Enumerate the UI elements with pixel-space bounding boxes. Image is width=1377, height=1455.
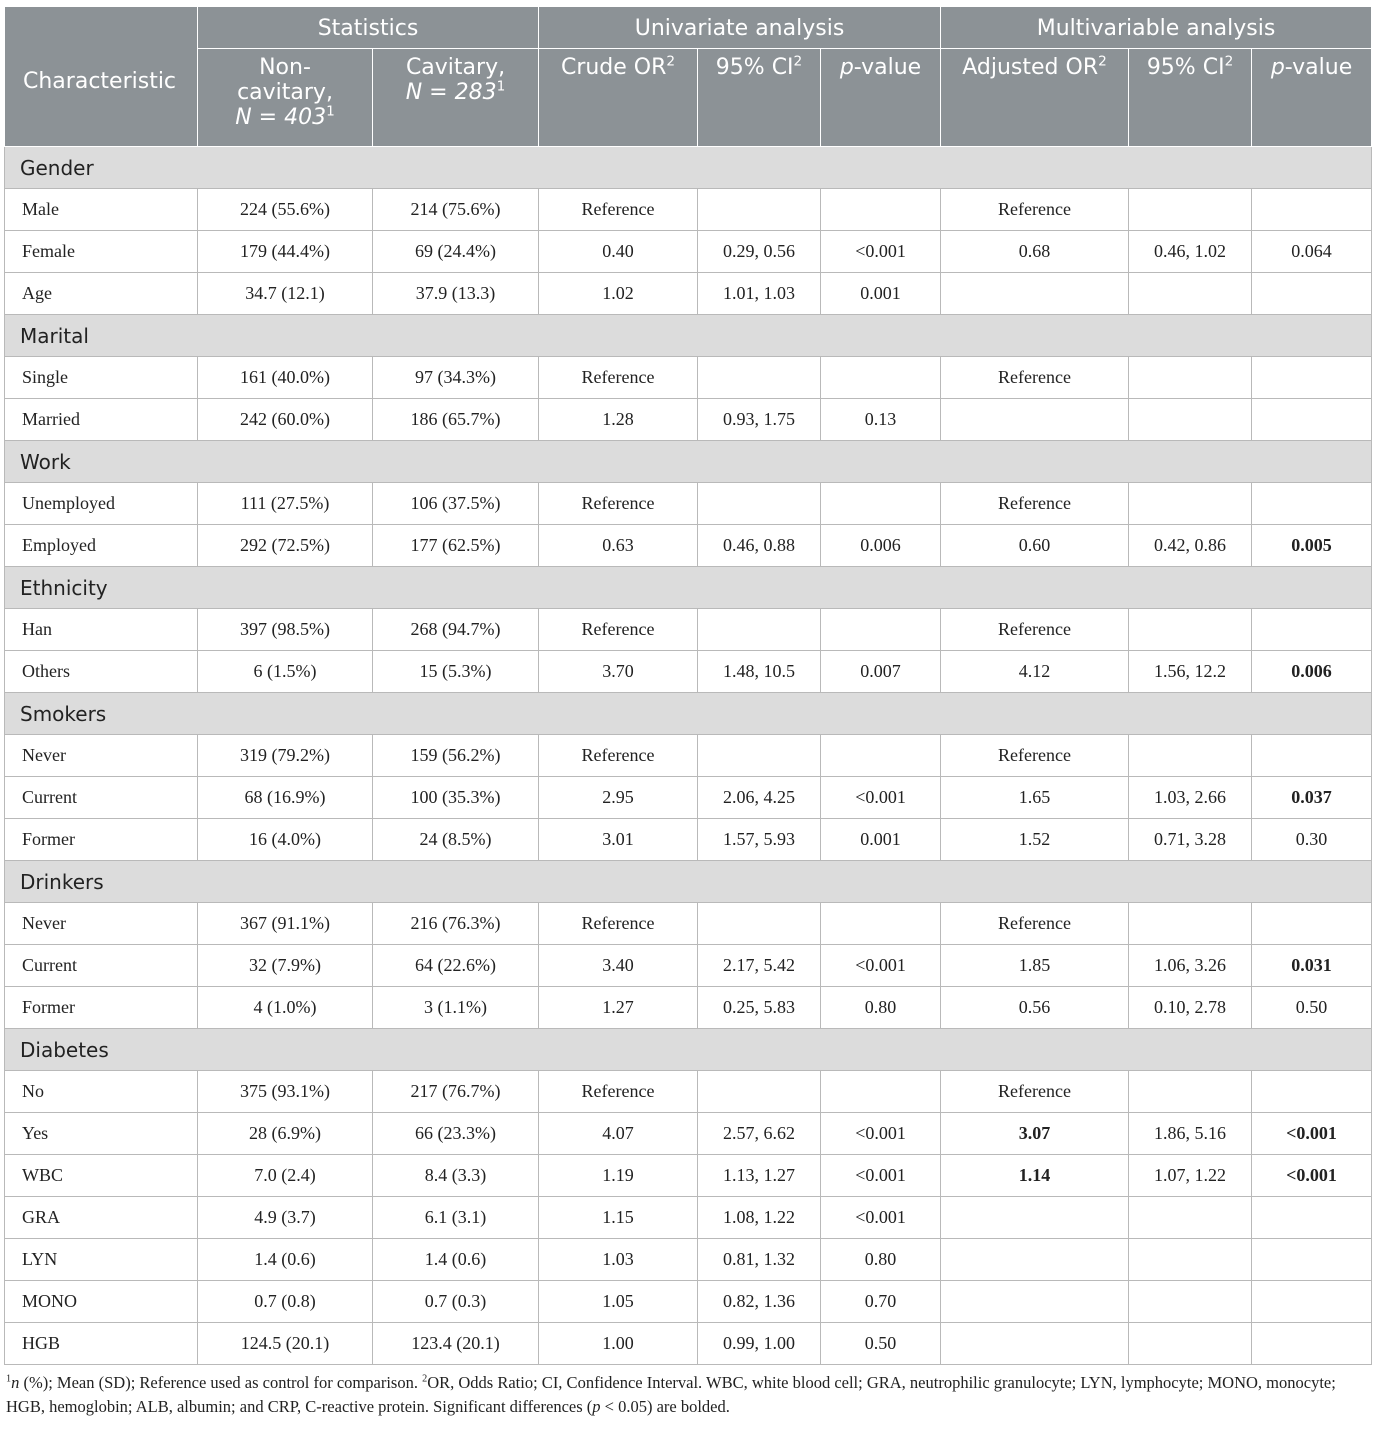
table-footnote: $^1$n (%); Mean (SD); Reference used as control for comparison. $^2$OR, Odds Ratio; CI, Confidence Interval. WBC, white blood cell; GRA, neutrophilic granulocyte; LYN, lymphocyte; MONO, monocyte; HGB, hemoglobin; ALB, albumin; and CRP, C-reactive protein. Significant differences (p < 0.05) are bolded.: [6, 1373, 1336, 1416]
table-cell: <0.001: [821, 231, 941, 273]
table-cell: 106 (37.5%): [373, 483, 539, 525]
pvalue-header-multivariable: p-value: [1252, 49, 1372, 147]
table-cell: [1252, 399, 1372, 441]
adjusted-or-header: Adjusted $OR^2$: [941, 49, 1129, 147]
group-label: Diabetes: [5, 1029, 1372, 1071]
table-cell: 4.9 (3.7): [198, 1197, 373, 1239]
table-cell: [1252, 189, 1372, 231]
table-cell: 2.57, 6.62: [698, 1113, 821, 1155]
table-row: [5, 1197, 1372, 1239]
table-cell: 0.50: [1252, 987, 1372, 1029]
row-label: GRA: [5, 1197, 198, 1239]
table-cell: 3.07: [941, 1113, 1129, 1155]
table-cell: 0.40: [539, 231, 698, 273]
table-cell: Reference: [941, 1071, 1129, 1113]
table-cell: 159 (56.2%): [373, 735, 539, 777]
table-cell: Reference: [941, 903, 1129, 945]
table-cell: 0.71, 3.28: [1129, 819, 1252, 861]
table-cell: 319 (79.2%): [198, 735, 373, 777]
row-label: Yes: [5, 1113, 198, 1155]
table-cell: 1.05: [539, 1281, 698, 1323]
table-cell: 0.93, 1.75: [698, 399, 821, 441]
table-cell: 1.19: [539, 1155, 698, 1197]
table-cell: 2.95: [539, 777, 698, 819]
table-cell: 1.86, 5.16: [1129, 1113, 1252, 1155]
group-label: Work: [5, 441, 1372, 483]
table-cell: 0.7 (0.8): [198, 1281, 373, 1323]
table-cell: Reference: [539, 903, 698, 945]
table-cell: [941, 273, 1129, 315]
table-cell: [1129, 1323, 1252, 1365]
table-cell: [1129, 273, 1252, 315]
table-cell: 1.4 (0.6): [373, 1239, 539, 1281]
table-cell: 68 (16.9%): [198, 777, 373, 819]
table-cell: 161 (40.0%): [198, 357, 373, 399]
table-cell: 268 (94.7%): [373, 609, 539, 651]
table-cell: [1252, 483, 1372, 525]
table-cell: 15 (5.3%): [373, 651, 539, 693]
row-label: HGB: [5, 1323, 198, 1365]
table-cell: [1252, 1071, 1372, 1113]
table-row: [5, 735, 1372, 777]
table-row: [5, 777, 1372, 819]
table-cell: 124.5 (20.1): [198, 1323, 373, 1365]
table-cell: [821, 189, 941, 231]
table-cell: [1129, 735, 1252, 777]
table-cell: [1129, 1071, 1252, 1113]
table-cell: [698, 189, 821, 231]
statistics-header: Statistics: [198, 7, 539, 49]
table-cell: [1129, 399, 1252, 441]
table-header: [5, 7, 1372, 147]
table-cell: 2.06, 4.25: [698, 777, 821, 819]
table-cell: <0.001: [821, 1155, 941, 1197]
table-cell: [1252, 273, 1372, 315]
table-cell: 0.82, 1.36: [698, 1281, 821, 1323]
table-cell: Reference: [941, 483, 1129, 525]
table-cell: 177 (62.5%): [373, 525, 539, 567]
table-cell: 367 (91.1%): [198, 903, 373, 945]
table-cell: [941, 1239, 1129, 1281]
table-cell: 224 (55.6%): [198, 189, 373, 231]
crude-or-header: Crude $OR^2$: [539, 49, 698, 147]
pvalue-header-univariate: p-value: [821, 49, 941, 147]
table-cell: [821, 735, 941, 777]
table-cell: Reference: [941, 357, 1129, 399]
table-cell: [1129, 189, 1252, 231]
row-label: Han: [5, 609, 198, 651]
table-cell: Reference: [941, 609, 1129, 651]
noncavitary-header: Non- cavitary, $N = 403^1$: [198, 49, 373, 147]
table-cell: 0.56: [941, 987, 1129, 1029]
table-cell: 100 (35.3%): [373, 777, 539, 819]
table-cell: [698, 735, 821, 777]
table-cell: <0.001: [1252, 1113, 1372, 1155]
table-cell: 0.037: [1252, 777, 1372, 819]
table-cell: 1.52: [941, 819, 1129, 861]
table-row: [5, 1155, 1372, 1197]
table-cell: 16 (4.0%): [198, 819, 373, 861]
table-cell: [1129, 903, 1252, 945]
group-row: [5, 567, 1372, 609]
table-cell: 1.15: [539, 1197, 698, 1239]
table-cell: Reference: [941, 189, 1129, 231]
table-cell: 0.006: [1252, 651, 1372, 693]
table-row: [5, 231, 1372, 273]
group-label: Gender: [5, 147, 1372, 189]
table-cell: [1252, 903, 1372, 945]
table-cell: [1252, 1281, 1372, 1323]
table-cell: [1129, 1239, 1252, 1281]
table-cell: <0.001: [1252, 1155, 1372, 1197]
table-row: [5, 189, 1372, 231]
table-cell: 1.03, 2.66: [1129, 777, 1252, 819]
table-row: [5, 525, 1372, 567]
row-label: Male: [5, 189, 198, 231]
table-cell: 4.12: [941, 651, 1129, 693]
table-cell: 1.01, 1.03: [698, 273, 821, 315]
multivariable-header: Multivariable analysis: [941, 7, 1372, 49]
table-cell: 111 (27.5%): [198, 483, 373, 525]
row-label: Current: [5, 945, 198, 987]
group-label: Ethnicity: [5, 567, 1372, 609]
table-cell: 0.46, 0.88: [698, 525, 821, 567]
row-label: Age: [5, 273, 198, 315]
table-row: [5, 273, 1372, 315]
table-cell: [821, 903, 941, 945]
table-cell: [1252, 357, 1372, 399]
table-cell: 1.27: [539, 987, 698, 1029]
group-row: [5, 693, 1372, 735]
row-label: Female: [5, 231, 198, 273]
table-cell: 0.42, 0.86: [1129, 525, 1252, 567]
table-cell: 0.30: [1252, 819, 1372, 861]
table-cell: 217 (76.7%): [373, 1071, 539, 1113]
group-row: [5, 1029, 1372, 1071]
table-cell: <0.001: [821, 1113, 941, 1155]
table-cell: <0.001: [821, 945, 941, 987]
table-cell: 1.08, 1.22: [698, 1197, 821, 1239]
table-cell: 4.07: [539, 1113, 698, 1155]
table-row: [5, 1323, 1372, 1365]
table-cell: 0.10, 2.78: [1129, 987, 1252, 1029]
table-cell: 2.17, 5.42: [698, 945, 821, 987]
table-cell: 0.25, 5.83: [698, 987, 821, 1029]
table-cell: [1129, 1197, 1252, 1239]
table-cell: [941, 1197, 1129, 1239]
table-cell: 0.50: [821, 1323, 941, 1365]
table-cell: 1.02: [539, 273, 698, 315]
table-cell: 97 (34.3%): [373, 357, 539, 399]
table-cell: 1.14: [941, 1155, 1129, 1197]
table-cell: 4 (1.0%): [198, 987, 373, 1029]
group-row: [5, 147, 1372, 189]
table-cell: 37.9 (13.3): [373, 273, 539, 315]
table-cell: 0.63: [539, 525, 698, 567]
table-row: [5, 1281, 1372, 1323]
table-cell: [1129, 1281, 1252, 1323]
table-cell: 0.007: [821, 651, 941, 693]
table-cell: [1129, 609, 1252, 651]
row-label: Never: [5, 735, 198, 777]
row-label: Former: [5, 987, 198, 1029]
table-cell: [698, 609, 821, 651]
table-row: [5, 1113, 1372, 1155]
table-row: [5, 609, 1372, 651]
table-row: [5, 1071, 1372, 1113]
table-row: [5, 399, 1372, 441]
table-cell: 0.46, 1.02: [1129, 231, 1252, 273]
table-cell: 216 (76.3%): [373, 903, 539, 945]
table-cell: 1.06, 3.26: [1129, 945, 1252, 987]
table-cell: 6 (1.5%): [198, 651, 373, 693]
row-label: Others: [5, 651, 198, 693]
table-cell: 24 (8.5%): [373, 819, 539, 861]
table-cell: 1.4 (0.6): [198, 1239, 373, 1281]
row-label: WBC: [5, 1155, 198, 1197]
table-cell: 0.81, 1.32: [698, 1239, 821, 1281]
table-row: [5, 903, 1372, 945]
table-cell: 0.13: [821, 399, 941, 441]
table-cell: 8.4 (3.3): [373, 1155, 539, 1197]
table-cell: 3.70: [539, 651, 698, 693]
table-cell: [941, 1281, 1129, 1323]
table-cell: [698, 483, 821, 525]
table-cell: [1252, 1197, 1372, 1239]
table-cell: Reference: [539, 609, 698, 651]
group-label: Marital: [5, 315, 1372, 357]
table-cell: 6.1 (3.1): [373, 1197, 539, 1239]
table-cell: Reference: [539, 483, 698, 525]
table-cell: [1252, 609, 1372, 651]
table-cell: 7.0 (2.4): [198, 1155, 373, 1197]
group-label: Drinkers: [5, 861, 1372, 903]
table-cell: 0.064: [1252, 231, 1372, 273]
cavitary-header: Cavitary, $N = 283^1$: [373, 49, 539, 147]
table-cell: 1.65: [941, 777, 1129, 819]
table-cell: Reference: [539, 357, 698, 399]
table-cell: 186 (65.7%): [373, 399, 539, 441]
table-cell: 0.68: [941, 231, 1129, 273]
table-cell: 0.99, 1.00: [698, 1323, 821, 1365]
group-row: [5, 861, 1372, 903]
results-table: [4, 6, 1372, 1365]
table-row: [5, 1239, 1372, 1281]
table-cell: 0.001: [821, 273, 941, 315]
table-cell: Reference: [539, 1071, 698, 1113]
table-cell: [821, 1071, 941, 1113]
table-cell: 1.07, 1.22: [1129, 1155, 1252, 1197]
table-cell: 3.01: [539, 819, 698, 861]
ci-header-multivariable: 95% $CI^2$: [1129, 49, 1252, 147]
table-body: [5, 147, 1372, 1365]
characteristic-header: Characteristic: [5, 7, 198, 147]
table-cell: 64 (22.6%): [373, 945, 539, 987]
table-cell: 0.80: [821, 987, 941, 1029]
table-cell: 34.7 (12.1): [198, 273, 373, 315]
table-cell: Reference: [539, 735, 698, 777]
table-cell: Reference: [539, 189, 698, 231]
table-row: [5, 483, 1372, 525]
table-cell: [941, 399, 1129, 441]
table-cell: 123.4 (20.1): [373, 1323, 539, 1365]
table-cell: [698, 903, 821, 945]
row-label: Current: [5, 777, 198, 819]
ci-header-univariate: 95% $CI^2$: [698, 49, 821, 147]
row-label: No: [5, 1071, 198, 1113]
table-cell: 0.031: [1252, 945, 1372, 987]
row-label: LYN: [5, 1239, 198, 1281]
table-cell: 1.13, 1.27: [698, 1155, 821, 1197]
row-label: Former: [5, 819, 198, 861]
table-container: [4, 6, 1371, 1419]
group-label: Smokers: [5, 693, 1372, 735]
table-row: [5, 987, 1372, 1029]
table-cell: [1129, 357, 1252, 399]
table-cell: [1129, 483, 1252, 525]
table-cell: 1.00: [539, 1323, 698, 1365]
row-label: MONO: [5, 1281, 198, 1323]
table-cell: 0.001: [821, 819, 941, 861]
table-cell: 0.80: [821, 1239, 941, 1281]
table-cell: [941, 1323, 1129, 1365]
table-row: [5, 819, 1372, 861]
table-cell: [821, 357, 941, 399]
table-cell: 1.57, 5.93: [698, 819, 821, 861]
table-cell: [1252, 1323, 1372, 1365]
table-cell: 0.005: [1252, 525, 1372, 567]
table-cell: 3 (1.1%): [373, 987, 539, 1029]
table-cell: [1252, 1239, 1372, 1281]
row-label: Unemployed: [5, 483, 198, 525]
table-cell: 0.7 (0.3): [373, 1281, 539, 1323]
table-cell: [821, 483, 941, 525]
table-cell: 179 (44.4%): [198, 231, 373, 273]
table-cell: <0.001: [821, 1197, 941, 1239]
row-label: Employed: [5, 525, 198, 567]
table-cell: 69 (24.4%): [373, 231, 539, 273]
row-label: Never: [5, 903, 198, 945]
group-row: [5, 315, 1372, 357]
table-cell: 1.85: [941, 945, 1129, 987]
table-cell: 0.70: [821, 1281, 941, 1323]
table-cell: 1.28: [539, 399, 698, 441]
table-cell: 0.60: [941, 525, 1129, 567]
table-cell: [1252, 735, 1372, 777]
row-label: Married: [5, 399, 198, 441]
table-cell: 397 (98.5%): [198, 609, 373, 651]
table-cell: [698, 1071, 821, 1113]
table-cell: [698, 357, 821, 399]
table-row: [5, 357, 1372, 399]
table-cell: 214 (75.6%): [373, 189, 539, 231]
table-cell: <0.001: [821, 777, 941, 819]
table-cell: 0.006: [821, 525, 941, 567]
table-cell: 3.40: [539, 945, 698, 987]
table-cell: 242 (60.0%): [198, 399, 373, 441]
table-cell: 1.56, 12.2: [1129, 651, 1252, 693]
group-row: [5, 441, 1372, 483]
table-cell: 292 (72.5%): [198, 525, 373, 567]
table-cell: [821, 609, 941, 651]
table-cell: 32 (7.9%): [198, 945, 373, 987]
row-label: Single: [5, 357, 198, 399]
table-cell: 1.03: [539, 1239, 698, 1281]
table-row: [5, 945, 1372, 987]
table-row: [5, 651, 1372, 693]
table-cell: 1.48, 10.5: [698, 651, 821, 693]
table-cell: 375 (93.1%): [198, 1071, 373, 1113]
table-cell: Reference: [941, 735, 1129, 777]
univariate-header: Univariate analysis: [539, 7, 941, 49]
table-cell: 66 (23.3%): [373, 1113, 539, 1155]
table-cell: 28 (6.9%): [198, 1113, 373, 1155]
table-cell: 0.29, 0.56: [698, 231, 821, 273]
